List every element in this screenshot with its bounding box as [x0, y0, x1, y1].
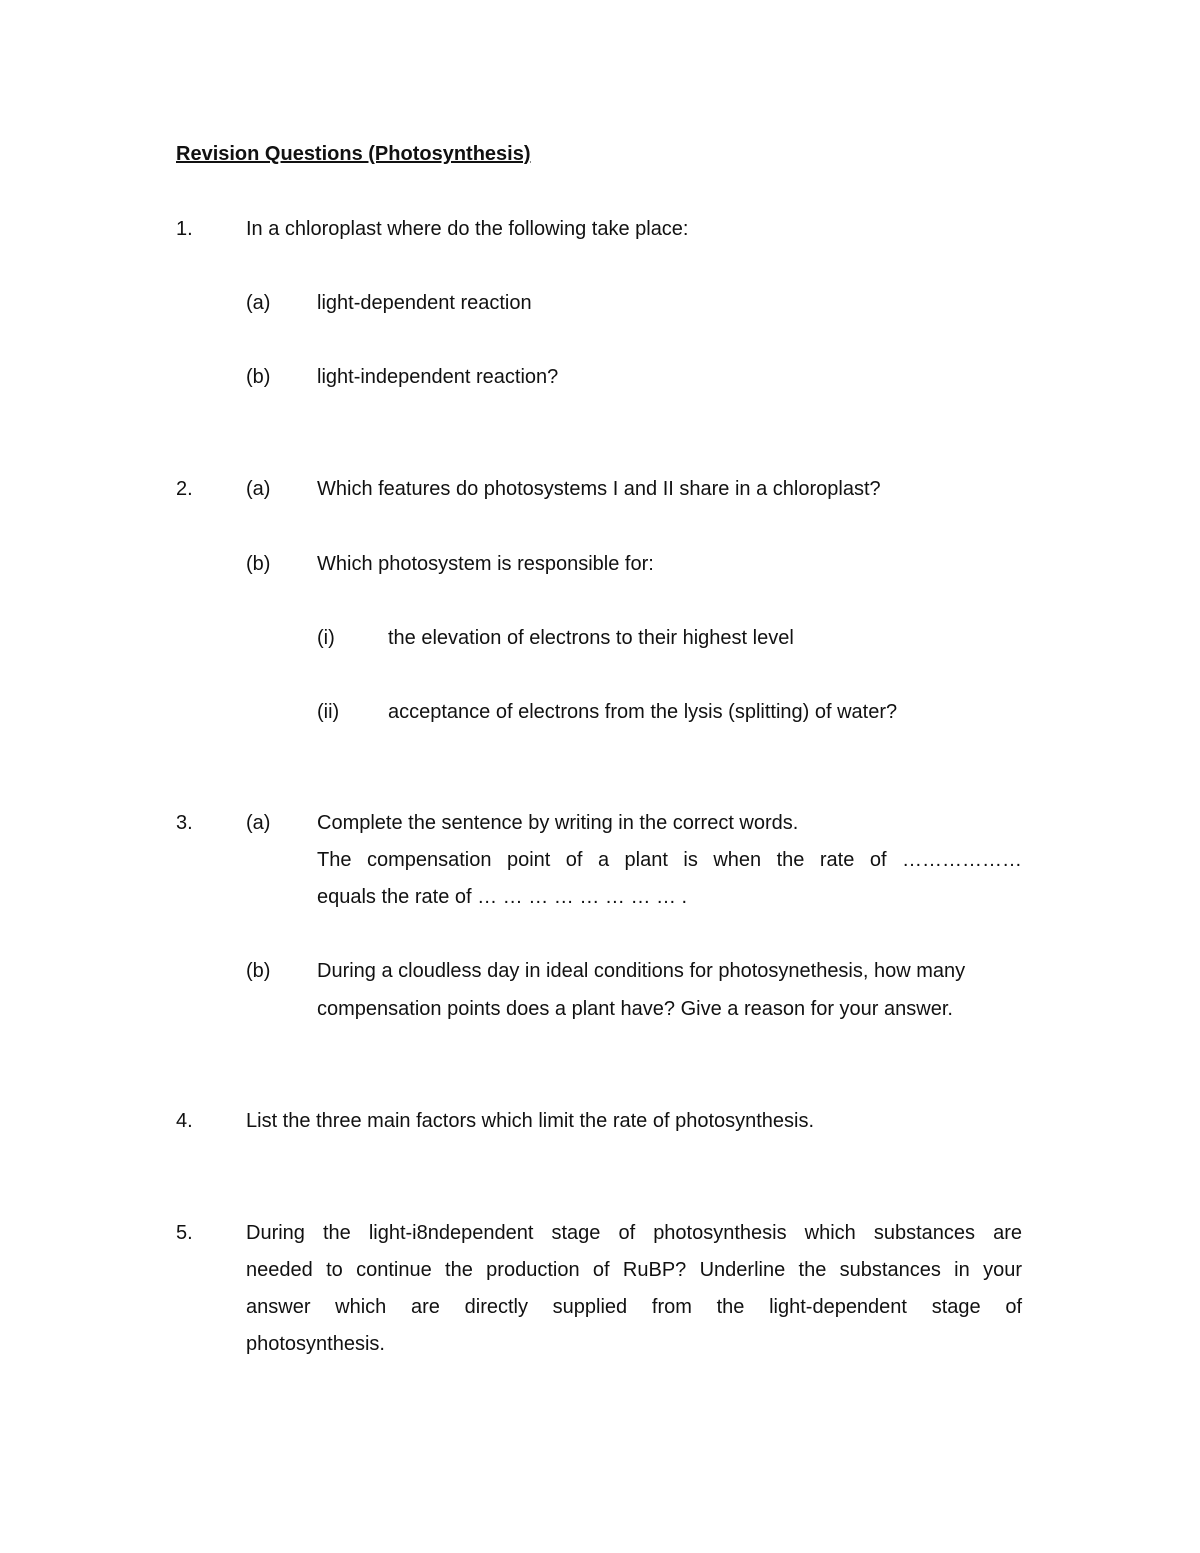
question-3a-sentence-line1: The compensation point of a plant is when the rate of ……………… [317, 849, 1022, 871]
question-1b-label: (b) [246, 366, 271, 388]
question-3-number: 3. [176, 812, 193, 834]
question-3b-text-line1: During a cloudless day in ideal conditions for photosynethesis, how many [317, 960, 966, 982]
question-5-text-line1: During the light-i8ndependent stage of photosynthesis which substances are [246, 1222, 1022, 1244]
question-4-number: 4. [176, 1110, 193, 1132]
page-title: Revision Questions (Photosynthesis) [176, 143, 531, 165]
question-5-text-line2: needed to continue the production of RuBP? Underline the substances in your [246, 1259, 1022, 1281]
question-2a-label: (a) [246, 478, 271, 500]
question-3a-instruction: Complete the sentence by writing in the correct words. [317, 812, 799, 834]
question-2b-ii-label: (ii) [317, 701, 340, 723]
question-2b-i-text: the elevation of electrons to their highest level [388, 627, 794, 649]
question-3a-sentence-line2: equals the rate of … … … … … … … … . [317, 886, 688, 908]
question-1a-label: (a) [246, 292, 271, 314]
question-2b-text: Which photosystem is responsible for: [317, 553, 654, 575]
question-1-number: 1. [176, 218, 193, 240]
question-2-number: 2. [176, 478, 193, 500]
question-1a-text: light-dependent reaction [317, 292, 532, 314]
question-4-text: List the three main factors which limit the rate of photosynthesis. [246, 1110, 815, 1132]
question-1-text: In a chloroplast where do the following take place: [246, 218, 689, 240]
question-3b-text-line2: compensation points does a plant have? Give a reason for your answer. [317, 998, 953, 1020]
question-2b-i-label: (i) [317, 627, 335, 649]
question-2b-ii-text: acceptance of electrons from the lysis (splitting) of water? [388, 701, 898, 723]
question-5-text-line3: answer which are directly supplied from the light-dependent stage of [246, 1296, 1022, 1318]
question-3b-label: (b) [246, 960, 271, 982]
question-2b-label: (b) [246, 553, 271, 575]
question-2a-text: Which features do photosystems I and II share in a chloroplast? [317, 478, 881, 500]
question-3a-label: (a) [246, 812, 271, 834]
question-1b-text: light-independent reaction? [317, 366, 559, 388]
question-5-number: 5. [176, 1222, 193, 1244]
question-5-text-line4: photosynthesis. [246, 1333, 385, 1355]
